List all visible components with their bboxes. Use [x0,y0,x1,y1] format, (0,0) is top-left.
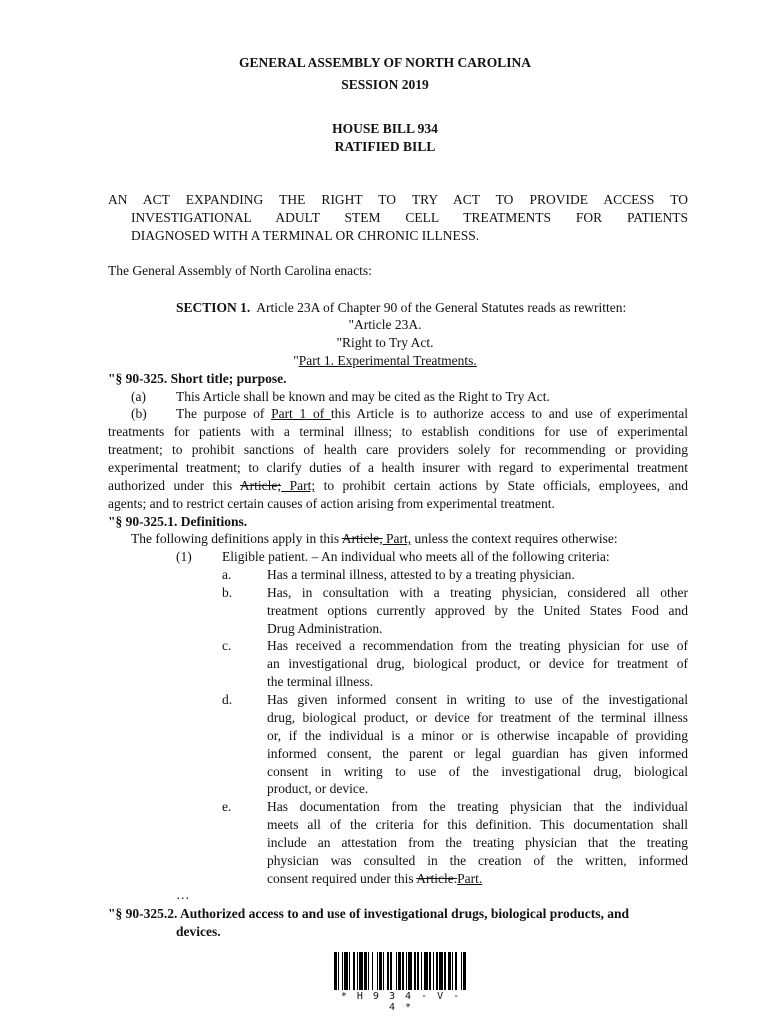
enacting-clause: The General Assembly of North Carolina enacts: [108,263,372,278]
criterion-label: e. [222,799,232,814]
section-heading-cont: devices. [176,924,221,939]
criterion-text: the terminal illness. [267,674,374,689]
deleted-text: Article; [239,478,282,493]
criterion-text: consent in writing to use of the investigational drug, biological [267,764,688,779]
inserted-text: Part, [382,531,412,546]
criterion-text: Has received a recommendation from the treating physician for use of [267,638,688,653]
body-line: treatments for patients with a terminal illness; to establish conditions for use of experimental [108,424,688,439]
deleted-text: Article. [416,871,458,886]
criterion-text: drug, biological product, or device for treatment of the terminal illness [267,710,688,725]
item-label: (1) [176,549,192,564]
section-heading: "§ 90-325.2. Authorized access to and use of investigational drugs, biological products, and [108,906,630,921]
article-number: "Article 23A. [348,317,422,332]
criterion-label: d. [222,692,233,707]
inserted-text: Part 1 of [271,406,331,421]
section-heading: "§ 90-325. Short title; purpose. [108,371,287,386]
subsection-label: (b) [131,406,147,421]
subsection-text: The purpose of Part 1 of this Article is to authorize access to and use of experimental [176,406,688,421]
criterion-text: or, if the individual is a minor or is otherwise incapable of providing [267,728,688,743]
definitions-intro: The following definitions apply in this Article, Part, unless the context requires otherwise: [131,531,618,546]
deleted-text: Article, [341,531,383,546]
body-line: experimental treatment; to clarify duties of a health insurer with regard to experimental treatment [108,460,688,475]
criterion-label: c. [222,638,232,653]
barcode-text: * H 9 3 4 - V - 4 * [340,991,462,1013]
criterion-text: treatment options currently approved by the United States Food and [267,603,688,618]
assembly-heading: GENERAL ASSEMBLY OF NORTH CAROLINA [238,55,532,70]
section-text: Article 23A of Chapter 90 of the General Statutes reads as rewritten: [256,300,627,315]
criterion-text: Has a terminal illness, attested to by a treating physician. [267,567,575,582]
act-title-line: AN ACT EXPANDING THE RIGHT TO TRY ACT TO PROVIDE ACCESS TO [108,192,688,207]
criterion-text: meets all of the criteria for this definition. This documentation shall [267,817,688,832]
criterion-text: Has documentation from the treating physician that the individual [267,799,688,814]
article-title: "Right to Try Act. [336,335,434,350]
section-1-line [176,300,626,316]
part-title: "Part 1. Experimental Treatments. [293,353,477,368]
barcode [334,952,468,990]
criterion-text: Drug Administration. [267,621,383,636]
section-label: SECTION 1. [176,300,251,315]
criterion-text: include an attestation from the treating physician that the treating [267,835,688,850]
bill-number: HOUSE BILL 934 [332,121,438,136]
bill-status: RATIFIED BILL [334,139,436,154]
criterion-label: b. [222,585,233,600]
session-heading: SESSION 2019 [341,77,429,92]
subsection-text: This Article shall be known and may be cited as the Right to Try Act. [176,389,550,404]
inserted-text: Part 1. Experimental Treatments. [298,353,477,368]
criterion-text: Has given informed consent in writing to use of the investigational [267,692,688,707]
criterion-text: physician was consulted in the creation of the written, informed [267,853,688,868]
inserted-text: Part; [281,478,316,493]
ellipsis: … [176,887,190,902]
criterion-text: Has, in consultation with a treating physician, considered all other [267,585,688,600]
criterion-label: a. [222,567,232,582]
criterion-text: product, or device. [267,781,369,796]
body-line: authorized under this Article; Part; to prohibit certain actions by State officials, employees, and [108,478,688,493]
act-title-line: DIAGNOSED WITH A TERMINAL OR CHRONIC ILLNESS. [131,228,480,243]
body-line: treatment; to prohibit sanctions of health care providers solely for recommending or providing [108,442,688,457]
criterion-text: informed consent, the parent or legal guardian has given informed [267,746,688,761]
criterion-text: an investigational drug, biological product, or device for treatment of [267,656,688,671]
criterion-text: consent required under this Article.Part. [267,871,483,886]
act-title-line: INVESTIGATIONAL ADULT STEM CELL TREATMENTS FOR PATIENTS [131,210,688,225]
item-text: Eligible patient. – An individual who meets all of the following criteria: [222,549,610,564]
body-line: agents; and to restrict certain causes of action arising from experimental treatment. [108,496,555,511]
section-heading: "§ 90-325.1. Definitions. [108,514,248,529]
inserted-text: Part. [457,871,483,886]
subsection-label: (a) [131,389,146,404]
